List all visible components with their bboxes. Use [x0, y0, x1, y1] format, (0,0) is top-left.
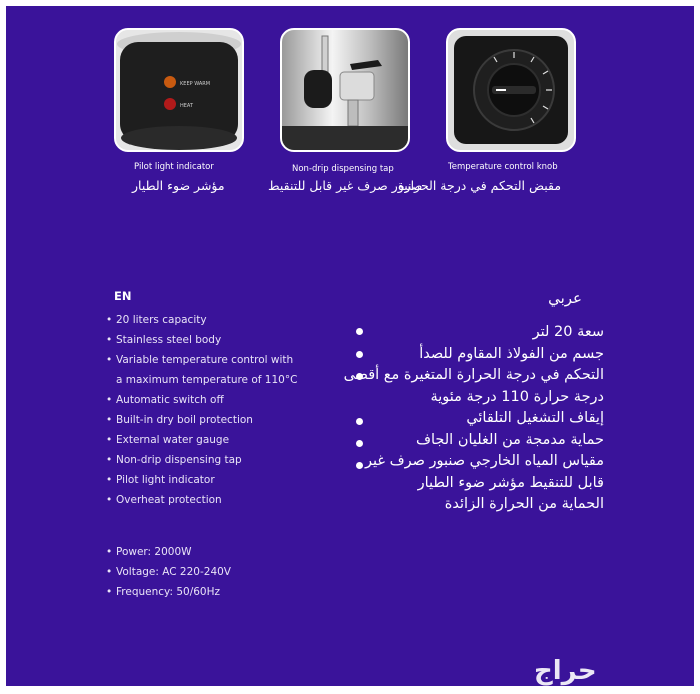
pilot-light-photo: [114, 28, 244, 152]
product-panel: [6, 6, 694, 686]
list-item: • Automatic switch off: [106, 394, 224, 406]
list-item: حماية مدمجة من الغليان الجاف: [415, 431, 604, 448]
list-item: a maximum temperature of 110°C: [116, 374, 298, 386]
list-item: • External water gauge: [106, 434, 230, 446]
list-item: • Variable temperature control with: [106, 354, 294, 366]
knob-illustration: [448, 30, 574, 150]
list-item: • Overheat protection: [106, 494, 222, 506]
list-item: درجة حرارة 110 درجة مئوية: [430, 388, 604, 405]
caption-en-pilot-light: Pilot light indicator: [134, 162, 214, 172]
en-feature-list: [106, 310, 297, 510]
list-item: • Power: 2000W: [106, 546, 192, 558]
ar-feature-list: [344, 322, 604, 516]
list-item: • Pilot light indicator: [106, 474, 215, 486]
caption-en-tap: Non-drip dispensing tap: [292, 164, 394, 174]
knob-photo: [446, 28, 576, 152]
caption-en-knob: Temperature control knob: [448, 162, 558, 172]
list-item: • 20 liters capacity: [106, 314, 207, 326]
list-item: قابل للتنقيط مؤشر ضوء الطيار: [417, 474, 604, 491]
keep-warm-light-icon: [164, 76, 176, 88]
list-item: مقياس المياه الخارجي صنبور صرف غير: [365, 453, 604, 469]
list-item: • Built-in dry boil protection: [106, 414, 253, 426]
caption-ar-tap: صنبور صرف غير قابل للتنقيط: [268, 178, 423, 193]
list-item: • Stainless steel body: [106, 334, 222, 346]
list-item: التحكم في درجة الحرارة المتغيرة مع أقصى: [343, 367, 604, 383]
keep-warm-label: KEEP WARM: [180, 81, 211, 87]
watermark-logo: حراج: [534, 656, 597, 686]
list-item: جسم من الفولاذ المقاوم للصدأ: [419, 345, 604, 362]
list-item: سعة 20 لتر: [532, 324, 604, 340]
list-item: إيقاف التشغيل التلقائي: [466, 410, 604, 426]
list-item: • Non-drip dispensing tap: [106, 454, 242, 466]
list-item: • Voltage: AC 220-240V: [106, 566, 231, 578]
list-item: الحماية من الحرارة الزائدة: [444, 496, 604, 512]
heat-light-icon: [164, 98, 176, 110]
tap-photo: [280, 28, 410, 152]
ar-section-title: عربي: [548, 289, 582, 307]
pilot-light-illustration: [116, 30, 242, 150]
en-spec-list: [106, 542, 231, 602]
heat-label: HEAT: [180, 103, 194, 109]
en-section-title: EN: [114, 289, 132, 303]
tap-illustration: [282, 30, 408, 150]
caption-ar-knob: مقبض التحكم في درجة الحرارة: [398, 178, 562, 193]
list-item: • Frequency: 50/60Hz: [106, 586, 221, 598]
caption-ar-pilot-light: مؤشر ضوء الطيار: [132, 178, 225, 193]
